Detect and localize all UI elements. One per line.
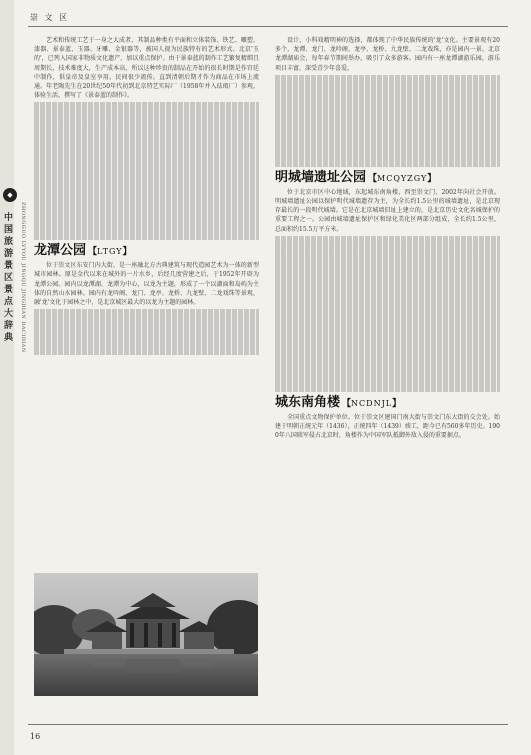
text-line	[34, 328, 259, 337]
text-line	[275, 282, 500, 291]
dragon-pool-text: 位于崇文区东安门内大街，是一座融北方古典建筑与现代造园艺术为一体的新型城市园林。原是金代以来在城外的一片水乡，后经几度营建之后，于1952年开辟为龙潭公园。园内以龙潭湖、龙潭为中心，以龙为主题，形成了一个以湖面和岛屿为主体的自然山水园林。园内有龙吟阁、龙门、龙亭、龙桥、九龙壁、二龙戏珠等景观，融'龙'文化于园林之中，是北京城区最大的以龙为主题的园林。	[34, 262, 259, 307]
text-line	[275, 272, 500, 281]
entry-heading-city-wall: 明城墙遗址公园 【MCQYZGY】	[275, 169, 437, 185]
running-header: 崇 文 区	[30, 13, 70, 22]
text-line	[34, 185, 259, 194]
text-line	[34, 102, 259, 111]
text-line	[275, 263, 500, 272]
text-line	[275, 84, 500, 93]
dictionary-logo-icon: ◆	[3, 188, 17, 202]
text-line	[275, 102, 500, 111]
page-number: 16	[30, 732, 41, 741]
city-wall-text: 位于北京市区中心地域，东起城东南角楼，西至崇文门，2002年向社会开放。明城墙遗址公园以保护明代城墙遗存为主，为全长约1.5公里的城墙遗址，是北京现存最长的一段明代城墙。它是在北京城墙旧址上建立的，是北京历史文化名城保护的重要工程之一。公园由城墙遗址保护区和绿化美化区两部分组成，全长约1.5公里，总面积约15.5万平方米。	[275, 188, 500, 233]
text-line	[275, 309, 500, 318]
text-line	[275, 355, 500, 364]
text-line	[275, 318, 500, 327]
text-line	[34, 318, 259, 327]
text-line	[275, 93, 500, 102]
text-line	[34, 121, 259, 130]
text-line	[275, 300, 500, 309]
entry-title: 城东南角楼	[275, 394, 341, 410]
footer-rule	[28, 724, 508, 725]
text-line	[275, 112, 500, 121]
entry-heading-corner-tower: 城东南角楼 【NCDNJL】	[275, 394, 402, 410]
side-band	[0, 0, 14, 755]
text-line	[275, 75, 500, 84]
right-column	[275, 36, 500, 443]
side-book-title: 中国旅游景区景点大辞典	[4, 213, 14, 343]
text-line	[275, 383, 500, 392]
text-line	[34, 176, 259, 185]
text-line	[34, 112, 259, 121]
text-line	[275, 328, 500, 337]
entry-title: 龙潭公园	[34, 243, 87, 259]
text-line	[34, 231, 259, 240]
text-line	[34, 222, 259, 231]
text-line	[275, 346, 500, 355]
text-line	[34, 148, 259, 157]
text-line	[275, 364, 500, 373]
text-line	[34, 194, 259, 203]
pavilion-photo-icon	[34, 573, 258, 696]
text-line	[34, 158, 259, 167]
text-line	[275, 245, 500, 254]
text-line	[34, 139, 259, 148]
text-line	[275, 254, 500, 263]
text-line	[34, 203, 259, 212]
text-line	[34, 213, 259, 222]
text-line	[275, 148, 500, 157]
entry-code: MCQYZGY	[377, 173, 428, 183]
entry-heading-dragon-pool: 龙潭公园 【LTGY】	[34, 243, 132, 259]
text-line	[275, 158, 500, 167]
text-line	[275, 374, 500, 383]
cloisonne-paragraph: 艺术和传统工艺于一身之大成者，其制品种类有平面和立体装饰、铁艺、雕塑、漆器、景泰蓝、玉器、牙雕、金银器等，被国人视为民族特有的艺术形式。北京'玉的'，已列入国家非物质文化遗产，加以重点保护。由于景泰蓝的制作工艺繁复精细且周期长，技术难度大，生产成本高，所以这种珍贵的制品在开始的很长时期是作宫廷中制作，供皇帝及皇室享用。民间很少流传。直到清朝后期才作为商品在市场上流通。年老陶先生在20世纪50年代初到北京特艺实际厂（1958年并入珐琅厂）参观，体验生活，撰写了《景泰蓝的制作》。	[34, 37, 259, 100]
entry-code: LTGY	[97, 247, 123, 257]
text-line	[34, 309, 259, 318]
text-line	[34, 167, 259, 176]
dragon-pool-photo	[34, 573, 258, 696]
entry-title: 明城墙遗址公园	[275, 169, 367, 185]
left-column	[34, 36, 259, 355]
text-line	[275, 337, 500, 346]
entry-code: NCDNJL	[351, 398, 393, 408]
side-book-subtitle: ZHONGGUO LVYOU JINGQU JINGDIAN DACIDIAN	[20, 202, 26, 353]
text-line	[34, 337, 259, 346]
text-line	[34, 346, 259, 355]
header-rule	[28, 26, 508, 27]
text-line	[275, 130, 500, 139]
text-line	[275, 121, 500, 130]
dragon-pool-continued: 设计，小科戏精明神的选择，都体现了中华民族传统的'龙'文化。主要景观有20多个，龙潭、龙门、龙吟阁、龙亭、龙桥、九龙壁、二龙戏珠，亦是园内一景。北京龙潭湖庙会，每年春节期间举办，吸引了众多游客。园内有一座龙潭湖游乐园，游乐项目丰富，深受青少年喜爱。	[275, 37, 500, 72]
text-line	[34, 130, 259, 139]
text-line	[275, 236, 500, 245]
text-line	[275, 291, 500, 300]
corner-tower-text: 全国重点文物保护单位。位于崇文区建国门南大街与崇文门东大街的交会处。始建于明朝正统元年（1436），正统四年（1439）竣工，距今已有560多年历史。1900年八国联军侵占北京时，角楼作为中国军队抵御外敌入侵的重要据点。	[275, 413, 500, 440]
text-line	[275, 139, 500, 148]
